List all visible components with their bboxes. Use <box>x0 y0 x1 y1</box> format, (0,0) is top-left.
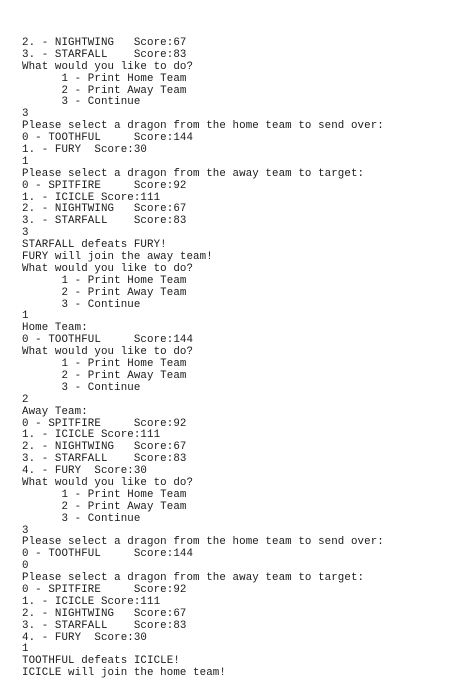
console-line: 3 <box>22 524 29 537</box>
console-line: 3. - STARFALL Score:83 <box>22 619 187 632</box>
console-line: 2 - Print Away Team <box>22 500 187 513</box>
console-line: 3 <box>22 227 29 240</box>
console-line: Please select a dragon from the home team to send over: <box>22 536 384 549</box>
console-line: 3 - Continue <box>22 381 141 394</box>
console-line: Away Team: <box>22 405 88 418</box>
console-line: 4. - FURY Score:30 <box>22 631 148 644</box>
console-line: Please select a dragon from the away team to target: <box>22 572 365 585</box>
console-line: 0 - SPITFIRE Score:92 <box>22 179 187 192</box>
console-line: 1. - ICICLE Score:111 <box>22 595 161 608</box>
console-line: 1 <box>22 155 29 168</box>
console-line: 3. - STARFALL Score:83 <box>22 453 187 466</box>
console-line: Home Team: <box>22 322 88 335</box>
console-line: What would you like to do? <box>22 346 194 359</box>
console-line: What would you like to do? <box>22 262 194 275</box>
console-line: 1 - Print Home Team <box>22 72 187 85</box>
console-line: 0 - TOOTHFUL Score:144 <box>22 132 194 145</box>
console-line: 2. - NIGHTWING Score:67 <box>22 203 187 216</box>
console-line: Please select a dragon from the home team to send over: <box>22 120 384 133</box>
console-line: 1. - FURY Score:30 <box>22 144 148 157</box>
console-line: 0 - TOOTHFUL Score:144 <box>22 548 194 561</box>
console-line: 0 - SPITFIRE Score:92 <box>22 583 187 596</box>
console-line: 2 <box>22 393 29 406</box>
console-line: ICICLE will join the home team! <box>22 667 226 680</box>
console-line: 3. - STARFALL Score:83 <box>22 48 187 61</box>
console-line: 1 - Print Home Team <box>22 274 187 287</box>
console-line: 3 - Continue <box>22 298 141 311</box>
console-line: 3 - Continue <box>22 96 141 109</box>
console-line: 4. - FURY Score:30 <box>22 465 148 478</box>
console-line: STARFALL defeats FURY! <box>22 239 167 252</box>
console-line: TOOTHFUL defeats ICICLE! <box>22 655 180 668</box>
console-line: FURY will join the away team! <box>22 251 213 264</box>
console-line: 1 - Print Home Team <box>22 358 187 371</box>
console-line: What would you like to do? <box>22 60 194 73</box>
console-line: 0 - SPITFIRE Score:92 <box>22 417 187 430</box>
console-line: 1 <box>22 310 29 323</box>
console-line: 3 - Continue <box>22 512 141 525</box>
console-line: Please select a dragon from the away team to target: <box>22 167 365 180</box>
console-line: 1 - Print Home Team <box>22 488 187 501</box>
console-line: 1 <box>22 643 29 656</box>
console-line: 3 <box>22 108 29 121</box>
console-line: 2. - NIGHTWING Score:67 <box>22 441 187 454</box>
console-line: What would you like to do? <box>22 476 194 489</box>
console-line: 0 - TOOTHFUL Score:144 <box>22 334 194 347</box>
console-line: 2 - Print Away Team <box>22 286 187 299</box>
console-line: 0 <box>22 560 29 573</box>
console-line: 3. - STARFALL Score:83 <box>22 215 187 228</box>
console-line: 2 - Print Away Team <box>22 84 187 97</box>
console-line: 2. - NIGHTWING Score:67 <box>22 37 187 49</box>
console-line: 1. - ICICLE Score:111 <box>22 191 161 204</box>
console-line: 2. - NIGHTWING Score:67 <box>22 607 187 620</box>
console-lines <box>22 38 384 680</box>
console-line: 2 - Print Away Team <box>22 369 187 382</box>
console-line: 1. - ICICLE Score:111 <box>22 429 161 442</box>
